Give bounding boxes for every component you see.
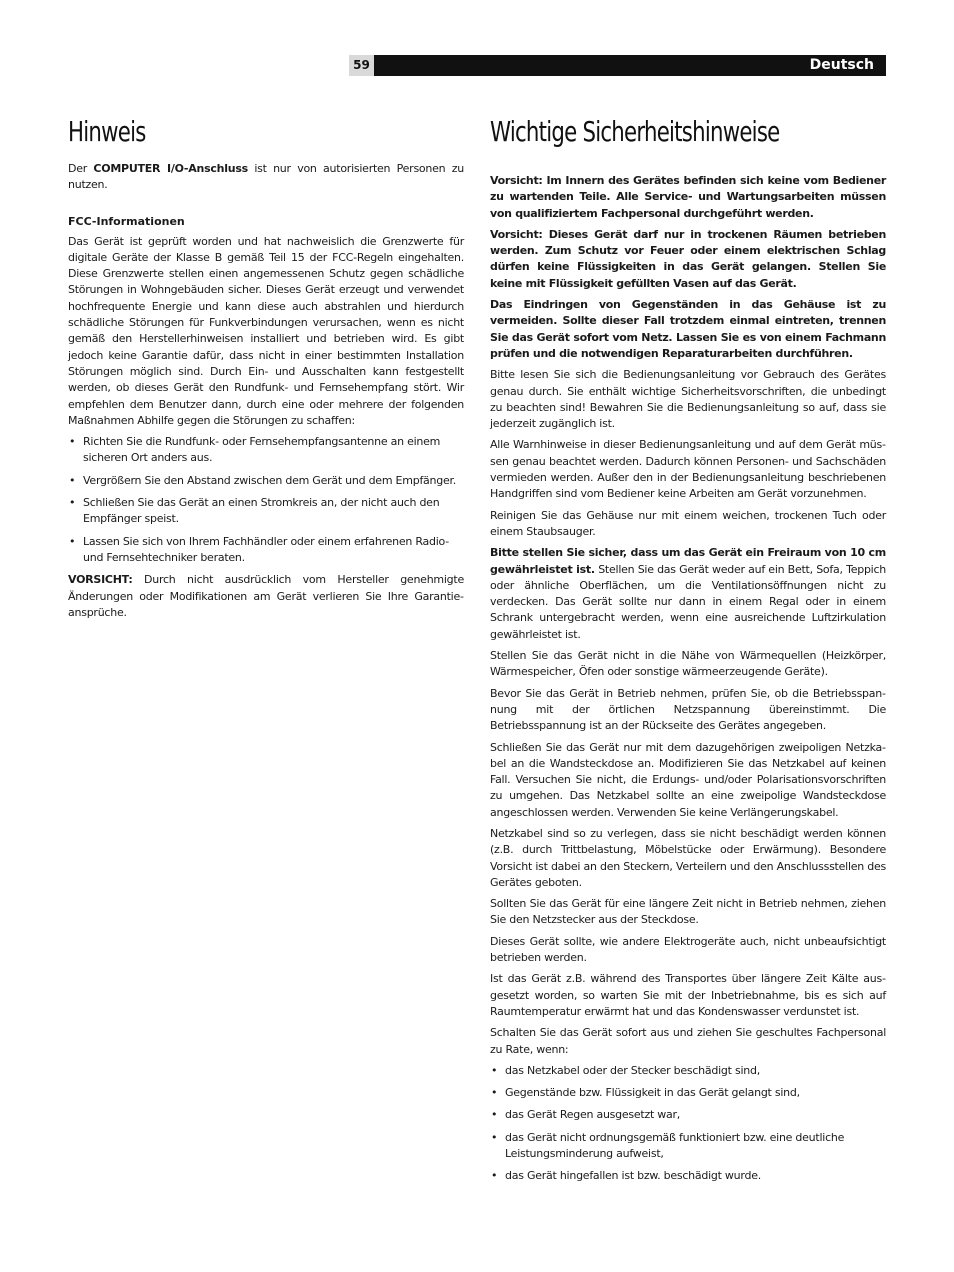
fcc-paragraph: Das Gerät ist geprüft worden und hat nachweislich die Grenzwerte für digitale Geräte der Klasse B gemäß Teil 15 der FCC-Regeln eingehalten. Diese Grenzwerte stellen einen angemessenen Schutz gegen schädliche Störungen in Wohngebäuden sicher. Dieses Gerät erzeugt und verwendet hochfrequente Energie und kann diese auch abstrahlen und hierdurch schädliche Störungen für Funkverbindungen verursachen, wenn es nicht gemäß den Herstellerhinweisen installiert und betrieben wird. Es gibt jedoch keine Garantie dafür, dass nicht in einer bestimmten Installation Störungen möglich sind. Durch Ein- und Ausschalten kann festgestellt werden, ob dieses Gerät den Rundfunk- und Fernsehempfang stört. Wir empfehlen dem Benutzer dann, durch eine oder mehrere der folgenden Maßnahmen Abhilfe gegen die Störungen zu schaffen: [68, 234, 464, 427]
paragraph-condensation: Ist das Gerät z.B. während des Transportes über längere Zeit Kälte ausgesetzt worden, so warten Sie mit der Inbetriebnahme, bis es sich auf Raumtemperatur erwärmt hat und das Kondenswasser verdunstet ist. [490, 972, 886, 1018]
paragraph-heat: Stellen Sie das Gerät nicht in die Nähe von Wärmequellen (Heizkörper, Wärmespeicher, Öfen oder sonstige wärmeerzeugende Geräte). [490, 649, 886, 679]
paragraph-power-cable: Schließen Sie das Gerät nur mit dem dazugehörigen zweipoligen Netzkabel an die Wandsteckdose an. Modifizieren Sie das Netzkabel auf keinen Fall. Versuchen Sie nicht, die Erdungs- und/oder Polarisationsvorschriften zu umgehen. Das Netzkabel sollte an eine zweipolige Wandsteckdose angeschlossen werden. Verwenden Sie keine Verlängerungskabel. [490, 740, 886, 819]
service-bullet-list [490, 1063, 886, 1185]
list-item [490, 1107, 886, 1123]
list-item [490, 1063, 886, 1079]
section-title-hinweis: Hinweis [68, 115, 146, 148]
caution-text: Durch nicht ausdrücklich vom Hersteller genehmigte Änderungen oder Modifikationen am Gerät verlieren Sie Ihre Garantieansprüche. [68, 573, 464, 619]
left-column [68, 112, 464, 626]
paragraph-voltage: Bevor Sie das Gerät in Betrieb nehmen, prüfen Sie, ob die Betriebsspannung mit der örtlichen Netzspannung übereinstimmt. Die Betriebsspannung ist an der Rückseite des Gerätes angegeben. [490, 686, 886, 733]
bullet-icon: • [69, 496, 76, 510]
section-title-safety: Wichtige Sicherheitshinweise [490, 115, 780, 148]
bullet-icon: • [491, 1169, 498, 1183]
list-item-text: Vergrößern Sie den Abstand zwischen dem Gerät und dem Empfänger. [83, 473, 457, 487]
bullet-icon: • [69, 435, 76, 449]
language-label: Deutsch [809, 57, 874, 73]
list-item-text: das Gerät Regen ausgesetzt war, [505, 1108, 681, 1122]
paragraph-service-when: Schalten Sie das Gerät sofort aus und ziehen Sie geschultes Fachpersonal zu Rate, wenn: [490, 1026, 886, 1056]
paragraph-clearance [490, 545, 886, 643]
list-item-text: das Netzkabel oder der Stecker beschädigt sind, [505, 1063, 760, 1077]
intro-text-pre: Der [68, 162, 94, 175]
list-item [68, 495, 464, 528]
right-column [490, 112, 886, 1191]
paragraph-cleaning: Reinigen Sie das Gehäuse nur mit einem weichen, trockenen Tuch oder einem Staubsauger. [490, 508, 886, 538]
bullet-icon: • [491, 1108, 498, 1122]
list-item-text: Gegenstände bzw. Flüssigkeit in das Gerät gelangt sind, [505, 1086, 800, 1100]
intro-text-post: ist nur von autorisierten Personen zu nutzen. [68, 162, 465, 192]
list-item [490, 1168, 886, 1184]
fcc-bullet-list [68, 434, 464, 566]
list-item-text: das Gerät nicht ordnungsgemäß funktioniert bzw. eine deutliche Leistungsminderung aufweist, [505, 1130, 845, 1161]
paragraph-read-manual: Bitte lesen Sie sich die Bedienungsanleitung vor Gebrauch des Gerätes genau durch. Sie enthält wichtige Sicherheitsvorschriften, die unbedingt zu beachten sind! Bewahren Sie die Bedienungsanleitung so auf, dass sie jederzeit zugänglich ist. [490, 368, 886, 431]
warning-moisture: Vorsicht: Dieses Gerät darf nur in trockenen Räumen betrieben werden. Zum Schutz vor Feuer oder einem elektrischen Schlag dürfen keine Flüssigkeiten in das Gerät gelangen. Stellen Sie keine mit Flüssigkeit gefüllten Vasen auf das Gerät. [490, 227, 886, 290]
paragraph-cable-routing: Netzkabel sind so zu verlegen, dass sie nicht beschädigt werden können (z.B. durch Trittbelastung, Möbelstücke oder Erwärmung). Besondere Vorsicht ist dabei an den Steckern, Verteilern und den Anschlussstellen des Gerätes geboten. [490, 826, 886, 889]
list-item [68, 473, 464, 489]
bullet-icon: • [69, 534, 76, 548]
bullet-icon: • [69, 473, 76, 487]
list-item-text: Lassen Sie sich von Ihrem Fachhändler oder einem erfahrenen Radio- und Fernsehtechniker beraten. [83, 534, 449, 564]
clearance-bold: Bitte stellen Sie sicher, dass um das Gerät ein Freiraum von 10 cm gewährleistet ist. [490, 546, 886, 576]
paragraph-unplug: Sollten Sie das Gerät für eine längere Zeit nicht in Betrieb nehmen, ziehen Sie den Netzstecker aus der Steckdose. [490, 897, 886, 927]
bullet-icon: • [491, 1063, 498, 1077]
bullet-icon: • [491, 1130, 498, 1144]
list-item-text: das Gerät hingefallen ist bzw. beschädigt wurde. [505, 1169, 761, 1183]
paragraph-warnings: Alle Warnhinweise in dieser Bedienungsanleitung und auf dem Gerät müssen genau beachtet werden. Dadurch können Personen- und Sachschäden vermieden werden. Außer den in der Bedienungsanleitung beschriebenen Handgriffen sind vom Bediener keine Arbeiten am Gerät vorzunehmen. [490, 438, 886, 501]
caution-label: VORSICHT: [68, 573, 133, 587]
clearance-text: Stellen Sie das Gerät weder auf ein Bett, Sofa, Teppich oder ähnliche Oberflächen, um die Ventilationsöffnungen nicht zu verdecken. Das Gerät sollte nur dann in einem Regal oder in einem Schrank untergebracht werden, wenn eine ausreichende Luftzirkulation gewährleistet ist. [490, 562, 886, 641]
fcc-heading: FCC-Informationen [68, 214, 185, 228]
caution-paragraph [68, 572, 464, 621]
list-item-text: Schließen Sie das Gerät an einen Stromkreis an, der nicht auch den Empfänger speist. [83, 496, 440, 526]
intro-text-bold: COMPUTER I/O-Anschluss [93, 162, 248, 175]
list-item [490, 1130, 886, 1163]
list-item [490, 1085, 886, 1101]
list-item-text: Richten Sie die Rundfunk- oder Fernsehempfangsantenne an einem sicheren Ort anders aus. [83, 435, 441, 465]
page-number: 59 [349, 55, 374, 76]
list-item [68, 434, 464, 467]
intro-paragraph [68, 161, 464, 194]
bullet-icon: • [491, 1086, 498, 1100]
paragraph-unattended: Dieses Gerät sollte, wie andere Elektrogeräte auch, nicht unbeaufsichtigt betrieben werden. [490, 934, 886, 965]
list-item [68, 534, 464, 567]
warning-objects: Das Eindringen von Gegenständen in das Gehäuse ist zu vermeiden. Sollte dieser Fall trotzdem einmal eintreten, trennen Sie das Gerät sofort vom Netz. Lassen Sie es von einem Fachmann prüfen und die notwendigen Reparaturarbeiten durchführen. [490, 298, 886, 360]
header-bar [349, 55, 886, 76]
warning-service: Vorsicht: Im Innern des Gerätes befinden sich keine vom Bediener zu wartenden Teile. Alle Service- und Wartungsarbeiten müssen von qualifiziertem Fachpersonal durchgeführt werden. [490, 174, 886, 220]
